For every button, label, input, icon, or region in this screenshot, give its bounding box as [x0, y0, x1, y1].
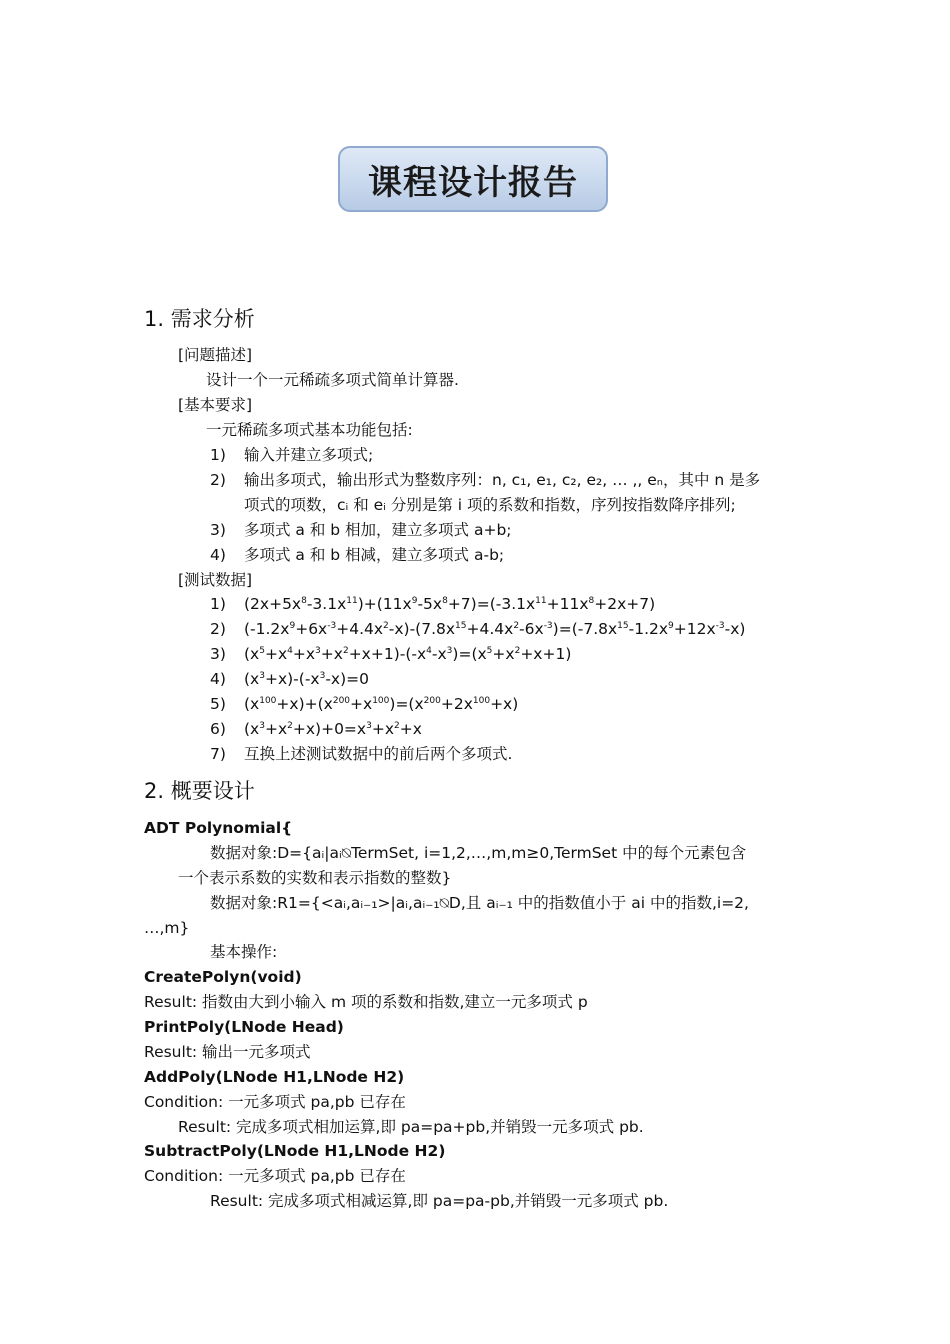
op-result: Result: 完成多项式相加运算,即 pa=pa+pb,并销毁一元多项式 pb. [178, 1118, 644, 1136]
op-create-polyn: CreatePolyn(void) [144, 968, 302, 986]
formula: $(x^{100}+x)+(x^{200}+x^{100})=(x^{200}+2x^{100}+x)$ [244, 695, 519, 713]
formula: $(2x+5x^8-3.1x^{11})+(11x^9-5x^8+7)=(-3.1x^{11}+11x^8+2x+7)$ [244, 595, 656, 613]
op-result: Result: 输出一元多项式 [144, 1043, 311, 1061]
doc-title: 课程设计报告 [368, 162, 578, 203]
formula: $(x^3+x^2+x)+0=x^3+x^2+x$ [244, 720, 422, 738]
op-result: Result: 指数由大到小输入 m 项的系数和指数,建立一元多项式 p [144, 993, 588, 1011]
data-object-1: 数据对象:D={aᵢ|aᵢ⍉TermSet, i=1,2,…,m,m≥0,TermSet 中的每个元素包含 [210, 844, 747, 862]
test-label: [测试数据] [178, 571, 253, 589]
item-text: 输出多项式，输出形式为整数序列：n, c₁, e₁, c₂, e₂, … ,, eₙ，其中 n 是多 [244, 471, 761, 489]
test-item-7: 7) 互换上述测试数据中的前后两个多项式. [210, 745, 513, 763]
data-object-2-cont: …,m} [144, 919, 190, 937]
item-number: 1) [210, 446, 226, 464]
basic-operations-label: 基本操作: [210, 943, 278, 961]
test-item-3: 3) $(x^5+x^4+x^3+x^2+x+1)-(-x^4-x^3)=(x^5+x^2+x+1)$ [210, 645, 572, 663]
op-print-poly: PrintPoly(LNode Head) [144, 1018, 344, 1036]
req-item-4 [210, 545, 504, 565]
req-item-2-cont: 项式的项数，cᵢ 和 eᵢ 分别是第 i 项的系数和指数，序列按指数降序排列; [244, 496, 736, 514]
item-number: 4) [210, 546, 226, 564]
req-item-1 [210, 445, 373, 465]
item-text: 多项式 a 和 b 相减，建立多项式 a-b; [244, 546, 505, 564]
section-heading-1: 1. 需求分析 [144, 307, 255, 331]
item-text: 输入并建立多项式; [244, 446, 374, 464]
item-text: 多项式 a 和 b 相加，建立多项式 a+b; [244, 521, 512, 539]
op-condition: Condition: 一元多项式 pa,pb 已存在 [144, 1093, 406, 1111]
op-subtract-poly: SubtractPoly(LNode H1,LNode H2) [144, 1142, 446, 1160]
data-object-1-cont: 一个表示系数的实数和表示指数的整数} [178, 869, 452, 887]
requirement-label: [基本要求] [178, 396, 253, 414]
item-number: 2) [210, 471, 226, 489]
data-object-2: 数据对象:R1={<aᵢ,aᵢ₋₁>|aᵢ,aᵢ₋₁⍉D,且 aᵢ₋₁ 中的指数值小于 ai 中的指数,i=2, [210, 894, 749, 912]
test-item-6: 6) $(x^3+x^2+x)+0=x^3+x^2+x$ [210, 720, 422, 738]
test-item-4: 4) $(x^3+x)-(-x^3-x)=0$ [210, 670, 369, 688]
test-item-1: 1) $(2x+5x^8-3.1x^{11})+(11x^9-5x^8+7)=(-3.1x^{11}+11x^8+2x+7)$ [210, 595, 656, 613]
item-number: 3) [210, 521, 226, 539]
section-heading-2: 2. 概要设计 [144, 779, 255, 803]
requirement-intro: 一元稀疏多项式基本功能包括: [206, 421, 413, 439]
test-item-2: 2) $(-1.2x^9+6x^{-3}+4.4x^2-x)-(7.8x^{15}+4.4x^2-6x^{-3})=(-7.8x^{15}-1.2x^9+12x^{-3}-x)$ [210, 620, 746, 638]
req-item-3 [210, 520, 512, 540]
problem-text: 设计一个一元稀疏多项式简单计算器. [206, 371, 459, 389]
op-condition: Condition: 一元多项式 pa,pb 已存在 [144, 1167, 406, 1185]
formula: $(x^5+x^4+x^3+x^2+x+1)-(-x^4-x^3)=(x^5+x^2+x+1)$ [244, 645, 572, 663]
op-add-poly: AddPoly(LNode H1,LNode H2) [144, 1068, 405, 1086]
formula: $(-1.2x^9+6x^{-3}+4.4x^2-x)-(7.8x^{15}+4.4x^2-6x^{-3})=(-7.8x^{15}-1.2x^9+12x^{-3}-x)$ [244, 620, 746, 638]
problem-label: [问题描述] [178, 346, 253, 364]
adt-header: ADT Polynomial{ [144, 819, 293, 837]
test-item-5: 5) $(x^{100}+x)+(x^{200}+x^{100})=(x^{200}+2x^{100}+x)$ [210, 695, 519, 713]
title-banner [338, 146, 608, 212]
item-text: 互换上述测试数据中的前后两个多项式. [244, 745, 513, 763]
req-item-2 [210, 470, 760, 490]
op-result: Result: 完成多项式相减运算,即 pa=pa-pb,并销毁一元多项式 pb. [210, 1192, 669, 1210]
formula: $(x^3+x)-(-x^3-x)=0$ [244, 670, 369, 688]
